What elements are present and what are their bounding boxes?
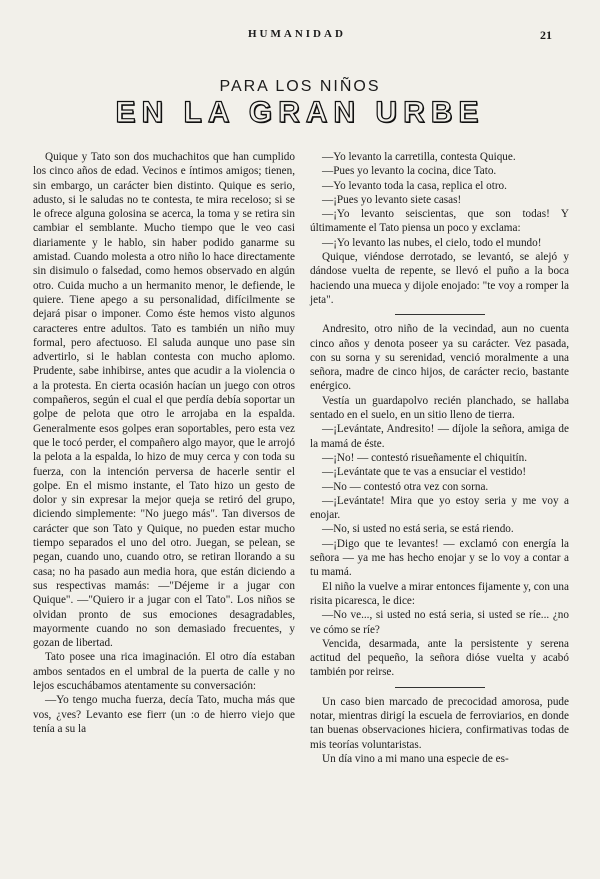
page-number: 21 (540, 28, 552, 42)
running-header (0, 28, 600, 46)
paragraph: Un caso bien marcado de precocidad amorosa, pude notar, mientras dirigí la escuela de ferroviarios, en donde tan buenas observaciones hiciera, confirmativas todas de mis teorías voluntaristas. (310, 695, 569, 751)
dialogue-line: —¡Pues yo levanto siete casas! (322, 193, 462, 206)
section-divider (395, 687, 485, 688)
dialogue-line: —No — contestó otra vez con sorna. (322, 480, 489, 493)
paragraph: Un día vino a mi mano una especie de es- (322, 752, 509, 765)
paragraph: Quique, viéndose derrotado, se levantó, se alejó y dándose vuelta de repente, se llevó el puño a la boca haciendo una mueca y dijole enojado: "te voy a romper la jeta". (310, 251, 569, 306)
section-divider (395, 314, 485, 315)
publication-title: HUMANIDAD (248, 28, 346, 40)
dialogue-line: —No ve..., si usted no está seria, si usted se ríe... ¿no ve cómo se ríe? (310, 609, 569, 636)
left-column (33, 150, 295, 736)
paragraph: Vencida, desarmada, ante la persistente y serena actitud del pequeño, la señora dióse vuelta y acabó también por reirse. (310, 637, 569, 679)
dialogue-line: —¡Levántate que te vas a ensuciar el vestido! (322, 466, 527, 479)
dialogue-line: —¡Levántate! Mira que yo estoy seria y me voy a enojar. (310, 494, 569, 522)
article-kicker: PARA LOS NIÑOS (219, 78, 381, 95)
dialogue-line: —Yo levanto toda la casa, replica el otro. (322, 179, 507, 192)
article-title: EN LA GRAN URBE (115, 96, 485, 129)
paragraph: —Yo tengo mucha fuerza, decía Tato, mucha más que vos, ¿ves? Levanto ese fierr (un :o de hierro viejo que tenía a su la (33, 694, 295, 735)
dialogue-line: —¡Yo levanto seiscientas, que son todas! Y últimamente el Tato piensa un poco y exclama: (310, 208, 569, 235)
dialogue-line: —¡Digo que te levantes! — exclamó con energía la señora — ya me has hecho enojar y se lo voy a contar a tu mamá. (310, 537, 569, 579)
dialogue-line: —Yo levanto la carretilla, contesta Quique. (322, 151, 516, 163)
paragraph: Andresito, otro niño de la vecindad, aun no cuenta cinco años y denota poseer ya su carácter. Vez pasada, con su sorna y su serenidad, venció moralmente a una señora, madre de cinco hijos, de carácter recio, bastante enérgico. (310, 323, 569, 393)
paragraph: Tato posee una rica imaginación. El otro día estaban ambos sentados en el umbral de la puerta de calle y no lejos escuchábamos atentamente su conversación: (33, 651, 295, 692)
paragraph: El niño la vuelve a mirar entonces fijamente y, con una risita picaresca, le dice: (310, 580, 569, 607)
dialogue-line: —No, si usted no está seria, se está riendo. (322, 523, 514, 536)
paragraph: Quique y Tato son dos muchachitos que han cumplido los cinco años de edad. Vecinos e íntimos amigos; tienen, sin embargo, un carácter bien distinto. Quique es serio, adusto, si le saludas no te contesta, te mira receloso; si se le ofrece alguna golosina se acerca, la toma y se retira sin cambiar el semblante. Mucho tiempo que le veo casi diariamente y le hablo, sin haber podido ganarme su amistad. Cuando molesta a otro niño lo hace directamente sin disimulo o falsedad, como hemos observado en algún otro. Cuida mucho a un hermanito menor, le defiende, le quiere. Tiene apego a su personalidad, difícilmente se dejará pisar o imponer. Como éste hemos visto algunos caracteres entre adultos. Tato es también un niño muy formal, pero afectuoso. El saluda aunque uno pase sin advertirlo, si le hablan contesta con mucho aplomo. Prudente, sabe inhibirse, antes que acudir a la violencia o a la protesta. En cierta ocasión hacían un juego con otros compañeros, según el cual el que perdía debía soportar un golpe de pelota que otro le arrojaba en la espalda. Generalmente esos golpes eran soportables, pero esta vez que le tocó perder, el compañero algo mayor, que le arrojó la pelota a la espalda, lo hizo de muy cerca y con toda su fuerza, con la intención perversa de hacerle sentir el golpe. En el mismo instante, el Tato hizo un gesto de dolor y sin expresar la mejor queja se retiró del grupo, diciendo simplemente: "No juego más". Tan diversos de carácter que son Tato y Quique, no pueden estar mucho tiempo separados el uno del otro. Juegan, se pelean, se pegan, cuando uno, cuando otro, se retiran llorando a su casa; no ha pasado aun media hora, que están diciendo a sus respectivas mamás: —"Déjeme ir a jugar con Quique". —"Quiero ir a jugar con el Tato". Los niños se olvidan pronto de sus emociones desagradables, mayormente cuando no son demasiado frecuentes, y gozan de libertad. (33, 151, 295, 650)
paragraph: Vestía un guardapolvo recién planchado, se hallaba sentado en el suelo, en un sitio lleno de tierra. (310, 394, 569, 422)
dialogue-line: —¡Yo levanto las nubes, el cielo, todo el mundo! (322, 236, 542, 249)
right-column (310, 150, 569, 766)
dialogue-line: —¡Levántate, Andresito! — díjole la señora, amiga de la mamá de éste. (310, 423, 569, 450)
dialogue-line: —¡No! — contestó risueñamente el chiquitín. (322, 451, 528, 464)
dialogue-line: —Pues yo levanto la cocina, dice Tato. (322, 165, 497, 178)
